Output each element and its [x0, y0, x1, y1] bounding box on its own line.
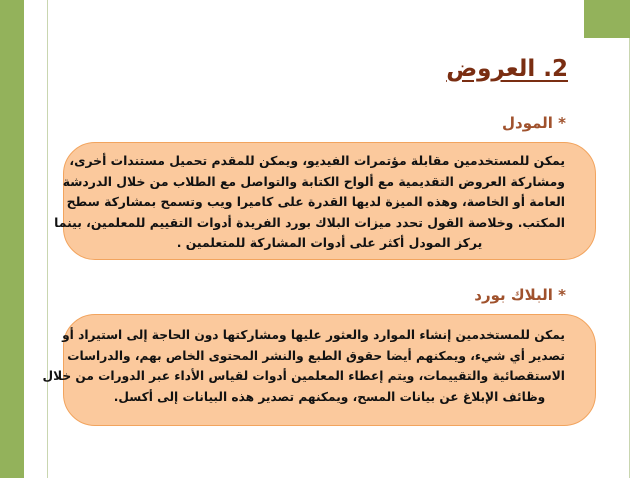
- left-accent-bar: [0, 0, 24, 478]
- moodle-text-line: العامة أو الخاصة، وهذه الميزة لديها القدرة على كاميرا ويب وتسمح بمشاركة سطح: [66, 194, 565, 209]
- blackboard-text-box: [42, 314, 596, 426]
- moodle-text-box: [54, 142, 596, 260]
- moodle-text-line: ومشاركة العروض التقديمية مع ألواح الكتابة والتواصل مع الطلاب من خلال الدردشة: [62, 173, 565, 189]
- section-heading-moodle: * المودل: [501, 114, 566, 132]
- blackboard-text-line: تصدير أي شيء، ويمكنهم أيضا حقوق الطبع والنشر المحتوى الخاص بهم، والدراسات: [67, 348, 565, 363]
- moodle-text-line: يركز المودل أكثر على أدوات المشاركة للمتعلمين .: [176, 235, 483, 250]
- moodle-text-line: يمكن للمستخدمين مقابلة مؤتمرات الفيديو، ويمكن للمقدم تحميل مستندات أخرى،: [69, 153, 565, 168]
- section-heading-blackboard: * البلاك بورد: [474, 286, 566, 304]
- blackboard-text-line: الاستقصائية والتقييمات، ويتم إعطاء المعلمين أدوات لقياس الأداء عبر الدورات من خلال: [42, 369, 565, 383]
- corner-accent: [584, 0, 630, 38]
- slide-title: 2. العروض: [446, 56, 568, 82]
- moodle-text-line: المكتب. وخلاصة القول تحدد ميزات البلاك بورد الفريدة أدوات التقييم للمعلمين، بينما: [54, 214, 565, 230]
- blackboard-text-line: يمكن للمستخدمين إنشاء الموارد والعثور عليها ومشاركتها دون الحاجة إلى استيراد أو: [62, 328, 565, 342]
- blackboard-text-line: وظائف الإبلاغ عن بيانات المسح، ويمكنهم تصدير هذه البيانات إلى أكسل.: [113, 389, 546, 404]
